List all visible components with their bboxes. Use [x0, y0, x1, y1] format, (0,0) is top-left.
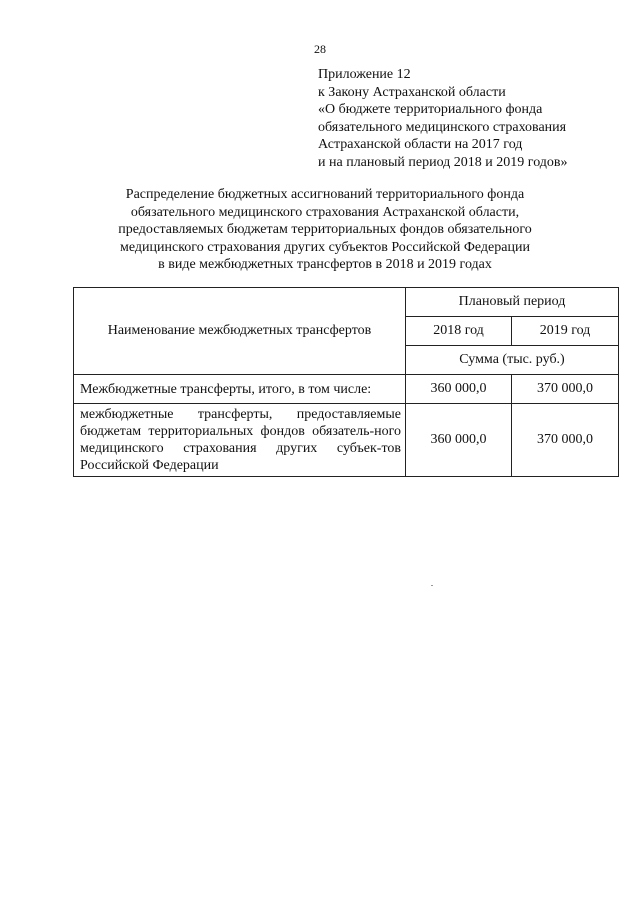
appendix-line: «О бюджете территориального фонда	[318, 102, 543, 117]
page-number: 28	[314, 42, 326, 56]
row-value-2018: 360 000,0	[406, 404, 512, 477]
header-year-2018: 2018 год	[406, 317, 512, 346]
row-name: межбюджетные трансферты, предоставляемые бюджетам территориальных фондов обязатель-ного медицинского страхования других субъек-тов Российской Федерации	[74, 404, 406, 477]
title-line: обязательного медицинского страхования Астраханской области,	[130, 204, 520, 220]
header-unit: Сумма (тыс. руб.)	[406, 346, 619, 375]
transfers-table	[73, 287, 619, 477]
header-year-2019: 2019 год	[512, 317, 619, 346]
appendix-line: Астраханской области на 2017 год	[318, 137, 523, 152]
header-transfer-name: Наименование межбюджетных трансфертов	[74, 288, 406, 375]
row-value-2018: 360 000,0	[406, 375, 512, 404]
title-line: медицинского страхования других субъектов Российской Федерации	[120, 239, 530, 255]
row-value-2019: 370 000,0	[512, 404, 619, 477]
scan-speck	[431, 585, 433, 586]
appendix-line: обязательного медицинского страхования	[318, 119, 567, 135]
title-line: предоставляемых бюджетам территориальных фондов обязательного	[118, 222, 532, 237]
document-title	[90, 186, 560, 274]
appendix-line: Приложение 12	[318, 67, 411, 82]
table-row	[74, 404, 619, 477]
table-row	[74, 375, 619, 404]
appendix-header	[318, 66, 568, 171]
appendix-line: и на плановый период 2018 и 2019 годов»	[318, 154, 568, 170]
appendix-line: к Закону Астраханской области	[318, 84, 506, 100]
title-line: Распределение бюджетных ассигнований территориального фонда	[125, 187, 525, 202]
header-planned-period: Плановый период	[406, 288, 619, 317]
title-line: в виде межбюджетных трансфертов в 2018 и 2019 годах	[158, 257, 492, 272]
row-name: Межбюджетные трансферты, итого, в том числе:	[74, 375, 406, 404]
row-value-2019: 370 000,0	[512, 375, 619, 404]
